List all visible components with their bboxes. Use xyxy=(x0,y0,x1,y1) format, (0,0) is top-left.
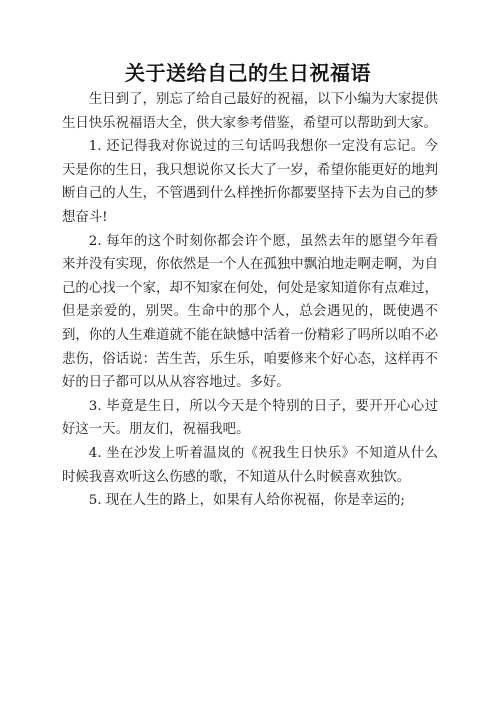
paragraph-5: 5. 现在人生的路上，如果有人给你祝福，你是幸运的; xyxy=(88,493,405,509)
document-title: 关于送给自己的生日祝福语 xyxy=(125,61,371,85)
paragraph-3: 3. 毕竟是生日，所以今天是个特别的日子，要开开心心过好这一天。朋友们，祝福我吧。 xyxy=(62,398,438,438)
paragraph-intro: 生日到了，别忘了给自己最好的祝福，以下小编为大家提供生日快乐祝福语大全，供大家参考借鉴，希望可以帮助到大家。 xyxy=(62,92,438,131)
paragraph-2: 2. 每年的这个时刻你都会许个愿，虽然去年的愿望今年看来并没有实现，你依然是一个人在孤独中飘泊地走啊走啊，为自己的心找一个家，却不知家在何处，何处是家知道你有点难过，但是亲爱的，别哭。生命中的那个人，总会遇见的，既使遇不到，你的人生难道就不能在缺憾中活着一份精彩了吗所以咱不必悲伤，俗话说：苦生苦，乐生乐，咱要修来个好心态，这样再不好的日子都可以从从容容地过。多好。 xyxy=(62,233,438,391)
paragraph-4: 4. 坐在沙发上听着温岚的《祝我生日快乐》不知道从什么时候我喜欢听这么伤感的歌，不知道从什么时候喜欢独饮。 xyxy=(62,445,438,485)
paragraph-1: 1. 还记得我对你说过的三句话吗我想你一定没有忘记。今天是你的生日，我只想说你又长大了一岁，希望你能更好的地判断自己的人生，不管遇到什么样挫折你都要坚持下去为自己的梦想奋斗! xyxy=(62,139,438,225)
document-body xyxy=(62,88,438,513)
